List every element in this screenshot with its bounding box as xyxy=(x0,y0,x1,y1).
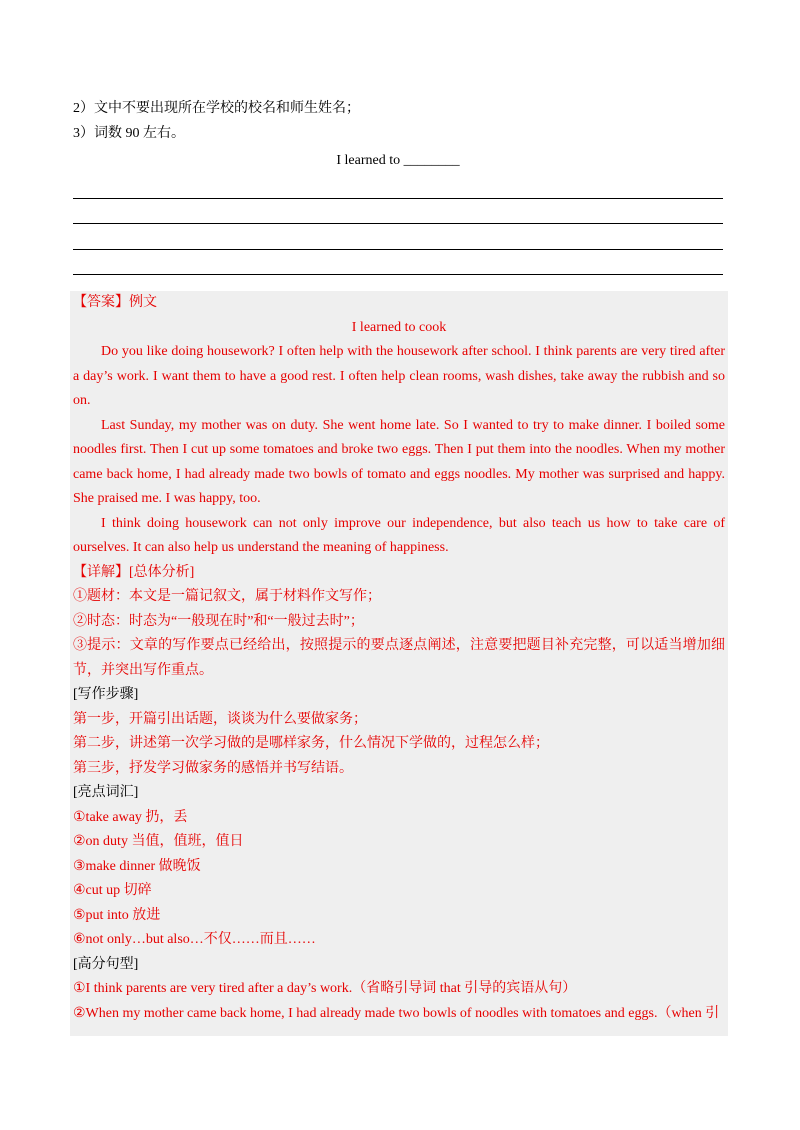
vocab-item: ①take away 扔，丢 xyxy=(73,809,188,825)
writing-line xyxy=(73,250,723,276)
analysis-point: ③提示：文章的写作要点已经给出，按照提示的要点逐点阐述，注意要把题目补充完整，可以适当增加细节，并突出写作重点。 xyxy=(73,638,725,678)
vocab-item: ⑤put into 放进 xyxy=(73,907,161,923)
writing-line xyxy=(73,224,723,250)
essay-title: I learned to cook xyxy=(351,319,447,335)
sentence-item: ①I think parents are very tired after a day’s work.（省略引导词 that 引导的宾语从句） xyxy=(73,981,577,996)
question-section xyxy=(73,96,723,296)
vocab-item: ④cut up 切碎 xyxy=(73,883,152,898)
sentences-heading: [高分句型] xyxy=(73,956,139,972)
answer-label: 【答案】例文 xyxy=(73,295,157,310)
writing-line xyxy=(73,173,723,199)
essay-paragraph: Do you like doing housework? I often help with the housework after school. I think parents are very tired after a day’s work. I want them to have a good rest. I often help clean rooms, wash dishes, take away the rubbish and so on. xyxy=(73,344,725,408)
essay-paragraph: Last Sunday, my mother was on duty. She went home late. So I wanted to try to make dinner. I boiled some noodles first. Then I cut up some tomatoes and broke two eggs. Then I put them into the noodles. When my mother came back home, I had already made two bowls of tomato and eggs noodles. My mother was surprised and happy. She praised me. I was happy, too. xyxy=(73,417,725,506)
essay-paragraph: I think doing housework can not only improve our independence, but also teach us how to take care of ourselves. It can also help us understand the meaning of happiness. xyxy=(73,515,725,555)
vocab-item: ⑥not only…but also…不仅……而且…… xyxy=(73,932,316,947)
prompt-title: I learned to ________ xyxy=(336,153,460,168)
vocab-heading: [亮点词汇] xyxy=(73,785,139,800)
vocab-item: ③make dinner 做晚饭 xyxy=(73,858,201,874)
analysis-label: 【详解】[总体分析] xyxy=(73,564,195,580)
vocab-item: ②on duty 当值，值班，值日 xyxy=(73,834,244,849)
writing-step: 第三步，抒发学习做家务的感悟并书写结语。 xyxy=(73,760,353,776)
analysis-point: ②时态：时态为“一般现在时”和“一般过去时”； xyxy=(73,613,364,629)
requirement-3: 3）词数 90 左右。 xyxy=(73,126,185,141)
writing-step: 第一步，开篇引出话题，谈谈为什么要做家务； xyxy=(73,711,367,727)
writing-line xyxy=(73,199,723,225)
analysis-point: ①题材：本文是一篇记叙文，属于材料作文写作； xyxy=(73,589,381,604)
sentence-item: ②When my mother came back home, I had already made two bowls of noodles with tomatoes and eggs.（when 引 xyxy=(73,1005,720,1021)
writing-step: 第二步，讲述第一次学习做的是哪样家务，什么情况下学做的，过程怎么样； xyxy=(73,736,549,751)
requirement-2: 2）文中不要出现所在学校的校名和师生姓名； xyxy=(73,101,360,116)
answer-section xyxy=(70,291,728,1036)
steps-heading: [写作步骤] xyxy=(73,687,139,702)
